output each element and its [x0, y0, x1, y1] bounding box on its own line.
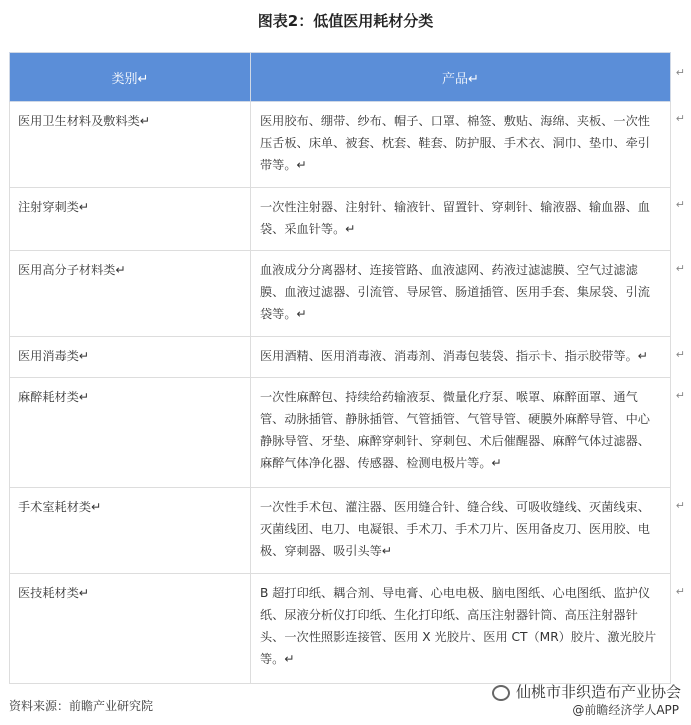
- row-products: B 超打印纸、耦合剂、导电膏、心电电极、脑电图纸、心电图纸、监护仪纸、尿液分析仪打印纸、生化打印纸、高压注射器针筒、高压注射器针头、一次性照影连接管、医用 X 光胶片、医用 CT（MR）胶片、激光胶片等。↵: [251, 574, 671, 684]
- paragraph-mark: ↵: [675, 66, 685, 79]
- row-products: 医用酒精、医用消毒液、消毒剂、消毒包装袋、指示卡、指示胶带等。↵: [251, 337, 671, 378]
- figure-title: 图表2：低值医用耗材分类: [257, 12, 434, 30]
- row-category: 医用高分子材料类↵: [10, 251, 251, 337]
- row-category: 注射穿刺类↵: [10, 188, 251, 251]
- header-category: 类别↵: [10, 53, 251, 102]
- table-row: [10, 188, 671, 251]
- watermark-association-text: 仙桃市非织造布产业协会: [515, 683, 681, 701]
- paragraph-mark: ↵: [675, 112, 685, 125]
- table-row: [10, 251, 671, 337]
- source-note: 资料来源：前瞻产业研究院: [9, 699, 154, 713]
- row-products: 一次性手术包、灌注器、医用缝合针、缝合线、可吸收缝线、灭菌线束、灭菌线团、电刀、电凝银、手术刀、手术刀片、医用备皮刀、医用胶、电极、穿刺器、吸引头等↵: [251, 488, 671, 574]
- classification-table: [9, 52, 671, 684]
- paragraph-mark: ↵: [675, 198, 685, 211]
- watermark-association: [492, 681, 681, 702]
- paragraph-mark: ↵: [675, 348, 685, 361]
- row-category: 手术室耗材类↵: [10, 488, 251, 574]
- paragraph-mark: ↵: [675, 262, 685, 275]
- row-products: 医用胶布、绷带、纱布、帽子、口罩、棉签、敷贴、海绵、夹板、一次性压舌板、床单、被套、枕套、鞋套、防护服、手术衣、洞巾、垫巾、牵引带等。↵: [251, 102, 671, 188]
- row-category: 麻醉耗材类↵: [10, 378, 251, 488]
- table-row: [10, 337, 671, 378]
- paragraph-mark: ↵: [675, 585, 685, 598]
- row-category: 医技耗材类↵: [10, 574, 251, 684]
- table-row: [10, 102, 671, 188]
- table-row: [10, 574, 671, 684]
- row-products: 一次性注射器、注射针、输液针、留置针、穿刺针、输液器、输血器、血袋、采血针等。↵: [251, 188, 671, 251]
- watermark-app: @前瞻经济学人APP: [572, 703, 679, 717]
- wechat-icon: [492, 685, 510, 701]
- row-category: 医用卫生材料及敷料类↵: [10, 102, 251, 188]
- table-row: [10, 378, 671, 488]
- row-category: 医用消毒类↵: [10, 337, 251, 378]
- header-products: 产品↵: [251, 53, 671, 102]
- table-row: [10, 488, 671, 574]
- row-products: 一次性麻醉包、持续给药输液泵、微量化疗泵、喉罩、麻醉面罩、通气管、动脉插管、静脉插管、气管插管、气管导管、硬膜外麻醉导管、中心静脉导管、牙垫、麻醉穿刺针、穿刺包、术后催醒器、麻醉气体过滤器、麻醉气体净化器、传感器、检测电极片等。↵: [251, 378, 671, 488]
- row-products: 血液成分分离器材、连接管路、血液滤网、药液过滤滤膜、空气过滤滤膜、血液过滤器、引流管、导尿管、肠道插管、医用手套、集尿袋、引流袋等。↵: [251, 251, 671, 337]
- table-header-row: [10, 53, 671, 102]
- paragraph-mark: ↵: [675, 389, 685, 402]
- paragraph-mark: ↵: [675, 499, 685, 512]
